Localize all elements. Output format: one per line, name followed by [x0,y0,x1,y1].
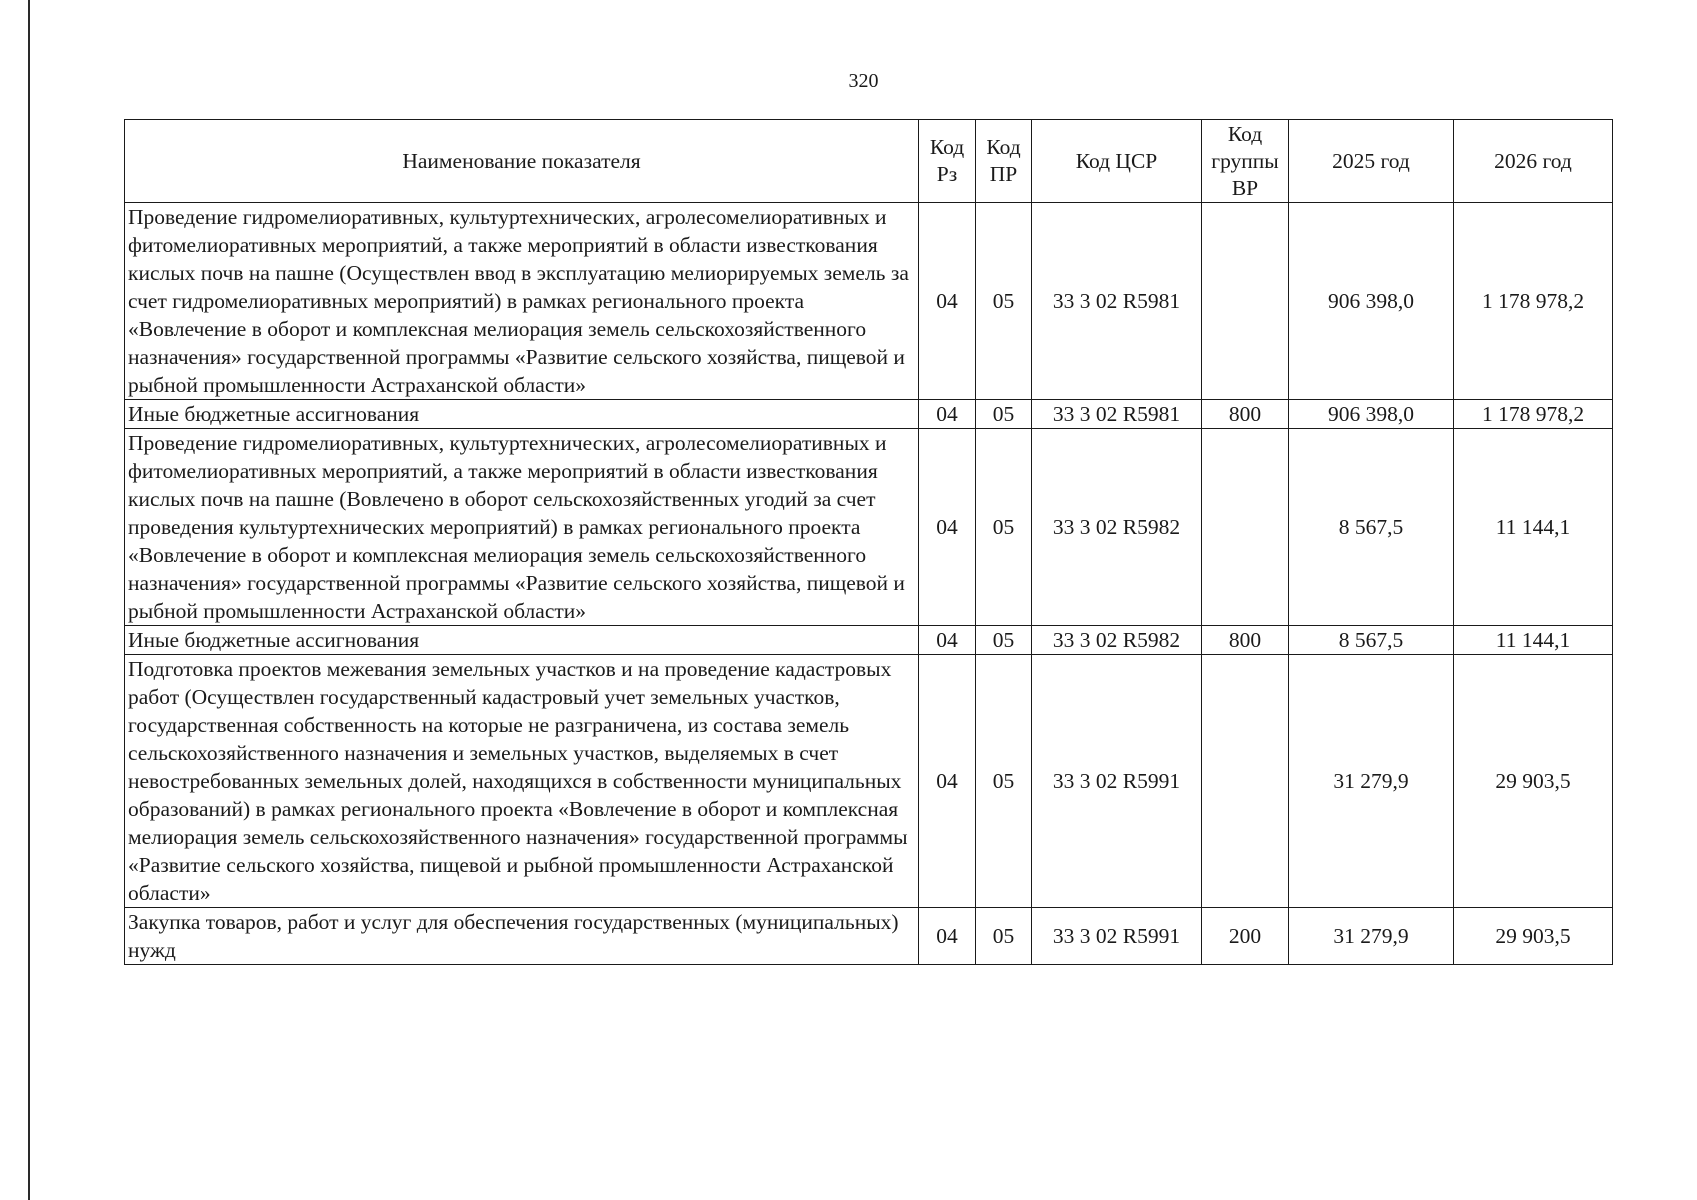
page-number: 320 [848,70,879,92]
cell-name: Проведение гидромелиоративных, культуртехнических, агролесомелиоративных и фитомелиоративных мероприятий, а также мероприятий в области известкования кислых почв на пашне (Вовлечено в оборот сельскохозяйственных угодий за счет проведения культуртехнических мероприятий) в рамках регионального проекта «Вовлечение в оборот и комплексная мелиорация земель сельскохозяйственного назначения» государственной программы «Развитие сельского хозяйства, пищевой и рыбной промышленности Астраханской области» [125,429,919,626]
cell-year-2025: 31 279,9 [1289,655,1454,908]
cell-year-2025: 906 398,0 [1289,400,1454,429]
cell-rz: 04 [919,655,976,908]
cell-rz: 04 [919,400,976,429]
header-row [125,120,1613,203]
cell-pr: 05 [976,908,1032,965]
budget-table [124,119,1613,965]
scan-edge-line [28,0,30,1200]
cell-year-2026: 11 144,1 [1454,626,1613,655]
table-row [125,429,1613,626]
cell-rz: 04 [919,908,976,965]
cell-vr: 200 [1202,908,1289,965]
table-row [125,655,1613,908]
table-body [125,203,1613,965]
cell-csr: 33 3 02 R5982 [1032,626,1202,655]
header-name: Наименование показателя [125,120,919,203]
table-row [125,626,1613,655]
cell-year-2025: 31 279,9 [1289,908,1454,965]
cell-pr: 05 [976,655,1032,908]
table-row [125,400,1613,429]
cell-name: Проведение гидромелиоративных, культуртехнических, агролесомелиоративных и фитомелиоративных мероприятий, а также мероприятий в области известкования кислых почв на пашне (Осуществлен ввод в эксплуатацию мелиорируемых земель за счет гидромелиоративных мероприятий) в рамках регионального проекта «Вовлечение в оборот и комплексная мелиорация земель сельскохозяйственного назначения» государственной программы «Развитие сельского хозяйства, пищевой и рыбной промышленности Астраханской области» [125,203,919,400]
cell-pr: 05 [976,626,1032,655]
cell-pr: 05 [976,429,1032,626]
cell-vr [1202,203,1289,400]
cell-name: Закупка товаров, работ и услуг для обеспечения государственных (муниципальных) нужд [125,908,919,965]
table-row [125,203,1613,400]
cell-year-2026: 1 178 978,2 [1454,203,1613,400]
header-rz: Код Рз [919,120,976,203]
cell-vr [1202,655,1289,908]
table-header [125,120,1613,203]
cell-rz: 04 [919,626,976,655]
cell-year-2026: 1 178 978,2 [1454,400,1613,429]
cell-vr: 800 [1202,626,1289,655]
cell-name: Иные бюджетные ассигнования [125,626,919,655]
cell-name: Подготовка проектов межевания земельных участков и на проведение кадастровых работ (Осуществлен государственный кадастровый учет земельных участков, государственная собственность на которые не разграничена, из состава земель сельскохозяйственного назначения и земельных участков, выделяемых в счет невостребованных земельных долей, находящихся в собственности муниципальных образований) в рамках регионального проекта «Вовлечение в оборот и комплексная мелиорация земель сельскохозяйственного назначения» государственной программы «Развитие сельского хозяйства, пищевой и рыбной промышленности Астраханской области» [125,655,919,908]
cell-rz: 04 [919,429,976,626]
header-year-2026: 2026 год [1454,120,1613,203]
cell-csr: 33 3 02 R5991 [1032,908,1202,965]
cell-csr: 33 3 02 R5991 [1032,655,1202,908]
cell-vr [1202,429,1289,626]
cell-year-2026: 29 903,5 [1454,908,1613,965]
header-pr: Код ПР [976,120,1032,203]
table-row [125,908,1613,965]
header-year-2025: 2025 год [1289,120,1454,203]
cell-vr: 800 [1202,400,1289,429]
header-vr: Код группы ВР [1202,120,1289,203]
cell-rz: 04 [919,203,976,400]
cell-year-2025: 8 567,5 [1289,429,1454,626]
cell-year-2025: 906 398,0 [1289,203,1454,400]
cell-year-2026: 29 903,5 [1454,655,1613,908]
cell-year-2025: 8 567,5 [1289,626,1454,655]
header-csr: Код ЦСР [1032,120,1202,203]
cell-pr: 05 [976,203,1032,400]
cell-csr: 33 3 02 R5981 [1032,400,1202,429]
cell-csr: 33 3 02 R5981 [1032,203,1202,400]
cell-csr: 33 3 02 R5982 [1032,429,1202,626]
cell-year-2026: 11 144,1 [1454,429,1613,626]
cell-name: Иные бюджетные ассигнования [125,400,919,429]
cell-pr: 05 [976,400,1032,429]
